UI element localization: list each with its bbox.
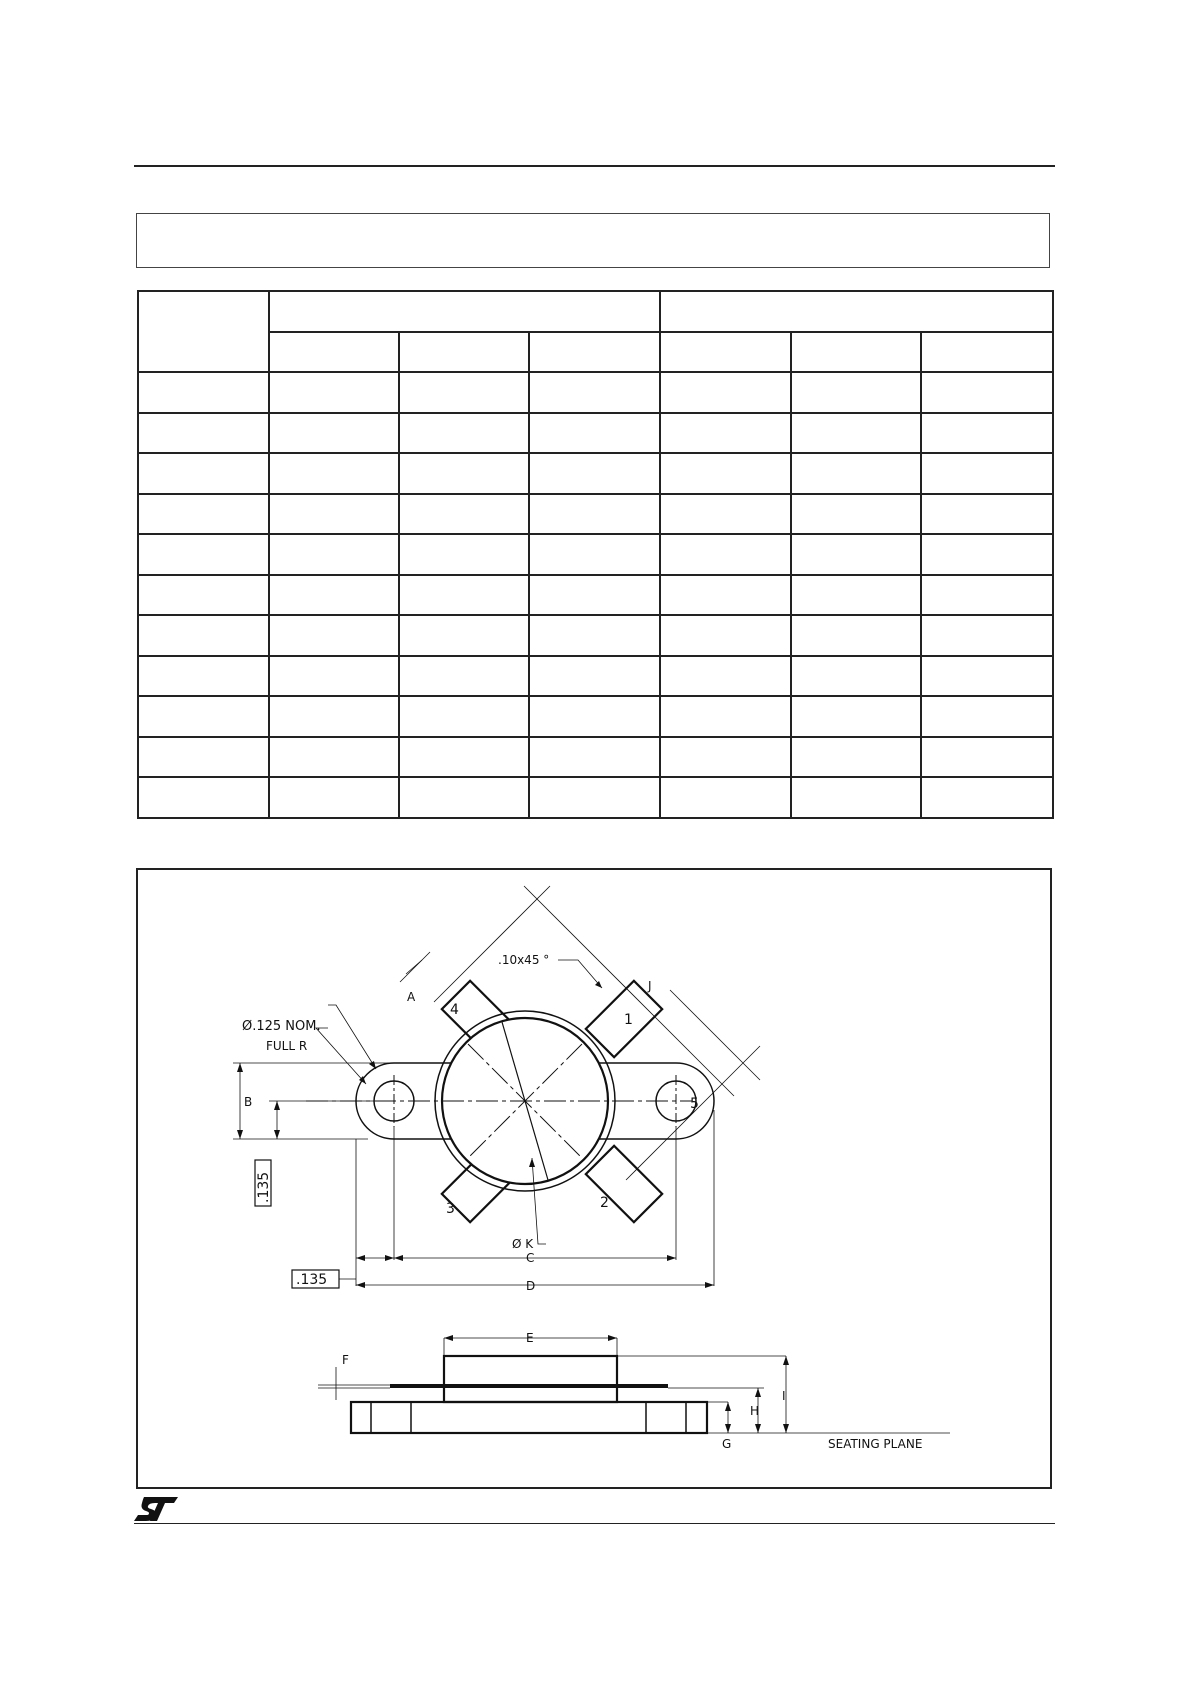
value-cell <box>269 696 399 737</box>
dim-b-label: B <box>244 1095 253 1109</box>
dim-label-cell <box>138 615 269 656</box>
table-row <box>138 494 1053 535</box>
pin-3-label: 3 <box>446 1201 455 1217</box>
value-cell <box>791 372 921 413</box>
value-cell <box>791 494 921 535</box>
value-cell <box>660 737 791 778</box>
value-cell <box>791 413 921 454</box>
value-cell <box>399 575 529 616</box>
dim-label-cell <box>138 453 269 494</box>
pin-2-label: 2 <box>600 1195 609 1211</box>
value-cell <box>529 453 660 494</box>
title-box <box>136 213 1050 268</box>
value-cell <box>660 656 791 697</box>
value-cell <box>921 494 1053 535</box>
table-row <box>138 575 1053 616</box>
lead-pin-2 <box>586 1146 662 1222</box>
value-cell <box>399 372 529 413</box>
table-row <box>138 453 1053 494</box>
top-rule <box>134 165 1055 167</box>
value-cell <box>921 453 1053 494</box>
value-cell <box>921 696 1053 737</box>
value-cell <box>921 615 1053 656</box>
table-row <box>138 615 1053 656</box>
value-cell <box>529 372 660 413</box>
package-drawing <box>136 868 1052 1489</box>
dim-a-label: A <box>407 990 416 1004</box>
value-cell <box>269 737 399 778</box>
value-cell <box>269 453 399 494</box>
value-cell <box>921 737 1053 778</box>
subheader-cell <box>399 332 529 373</box>
pin-5-label: 5 <box>690 1096 699 1112</box>
table-row <box>138 737 1053 778</box>
table-row <box>138 696 1053 737</box>
value-cell <box>399 656 529 697</box>
value-cell <box>269 615 399 656</box>
value-cell <box>791 575 921 616</box>
value-cell <box>529 494 660 535</box>
value-cell <box>660 372 791 413</box>
table-body <box>138 372 1053 818</box>
table-row <box>138 777 1053 818</box>
value-cell <box>529 777 660 818</box>
dim-g-label: G <box>722 1437 732 1451</box>
table-row <box>138 656 1053 697</box>
value-cell <box>921 575 1053 616</box>
value-cell <box>660 453 791 494</box>
dim-label-cell <box>138 656 269 697</box>
value-cell <box>921 777 1053 818</box>
subheader-cell <box>529 332 660 373</box>
value-cell <box>660 534 791 575</box>
table-row <box>138 372 1053 413</box>
st-logo-icon <box>134 1496 178 1522</box>
dim-label-cell <box>138 777 269 818</box>
dim-j-label: J <box>648 979 652 993</box>
subheader-cell <box>269 332 399 373</box>
side-cap <box>444 1356 617 1402</box>
value-cell <box>269 575 399 616</box>
dim-label-cell <box>138 372 269 413</box>
value-cell <box>529 696 660 737</box>
value-cell <box>921 372 1053 413</box>
dim-k-label: Ø K <box>512 1237 534 1251</box>
value-cell <box>791 737 921 778</box>
dim-label-cell <box>138 575 269 616</box>
dim-label-cell <box>138 737 269 778</box>
value-cell <box>660 575 791 616</box>
table-header-row <box>138 291 1053 332</box>
value-cell <box>399 696 529 737</box>
package-outline-svg <box>138 870 1054 1491</box>
value-cell <box>791 534 921 575</box>
value-cell <box>269 494 399 535</box>
subheader-cell <box>791 332 921 373</box>
value-cell <box>529 534 660 575</box>
dim-e-label: E <box>526 1331 534 1345</box>
dim-label-cell <box>138 413 269 454</box>
subheader-cell <box>921 332 1053 373</box>
value-cell <box>399 737 529 778</box>
full-r-label: FULL R <box>266 1039 308 1053</box>
table-row <box>138 413 1053 454</box>
value-cell <box>269 413 399 454</box>
value-cell <box>269 534 399 575</box>
value-cell <box>399 534 529 575</box>
value-cell <box>529 575 660 616</box>
inch-header-cell <box>660 291 1053 332</box>
dim-d-label: D <box>526 1279 536 1293</box>
box-ref-horizontal-label: .135 <box>296 1272 328 1288</box>
value-cell <box>269 372 399 413</box>
dim-label-cell <box>138 494 269 535</box>
dim-header-cell <box>138 291 269 372</box>
value-cell <box>660 413 791 454</box>
dim-label-cell <box>138 534 269 575</box>
side-flange <box>351 1402 707 1433</box>
table-subheader-row <box>138 332 1053 373</box>
value-cell <box>529 615 660 656</box>
value-cell <box>399 615 529 656</box>
dimensions-table <box>137 290 1054 819</box>
value-cell <box>529 656 660 697</box>
value-cell <box>399 777 529 818</box>
dim-c-label: C <box>526 1251 535 1265</box>
value-cell <box>399 413 529 454</box>
value-cell <box>529 413 660 454</box>
box-ref-vertical-label: .135 <box>256 1171 272 1203</box>
value-cell <box>660 696 791 737</box>
value-cell <box>921 534 1053 575</box>
bottom-rule <box>134 1523 1055 1524</box>
value-cell <box>660 777 791 818</box>
pin-4-label: 4 <box>450 1002 459 1018</box>
table-row <box>138 534 1053 575</box>
value-cell <box>269 656 399 697</box>
value-cell <box>791 777 921 818</box>
value-cell <box>660 494 791 535</box>
value-cell <box>399 453 529 494</box>
value-cell <box>921 413 1053 454</box>
side-lead <box>390 1384 668 1388</box>
value-cell <box>791 615 921 656</box>
dim-f-label: F <box>342 1353 349 1367</box>
chamfer-label: .10x45 ° <box>498 953 550 967</box>
value-cell <box>399 494 529 535</box>
value-cell <box>791 453 921 494</box>
seating-plane-label: SEATING PLANE <box>828 1437 923 1451</box>
value-cell <box>791 696 921 737</box>
pin-1-label: 1 <box>624 1012 633 1028</box>
value-cell <box>791 656 921 697</box>
hole-note-label: Ø.125 NOM. <box>242 1019 321 1034</box>
subheader-cell <box>660 332 791 373</box>
dim-h-label: H <box>750 1404 760 1418</box>
dim-i-label: I <box>782 1389 786 1403</box>
mm-header-cell <box>269 291 660 332</box>
value-cell <box>921 656 1053 697</box>
value-cell <box>269 777 399 818</box>
value-cell <box>660 615 791 656</box>
dim-label-cell <box>138 696 269 737</box>
value-cell <box>529 737 660 778</box>
